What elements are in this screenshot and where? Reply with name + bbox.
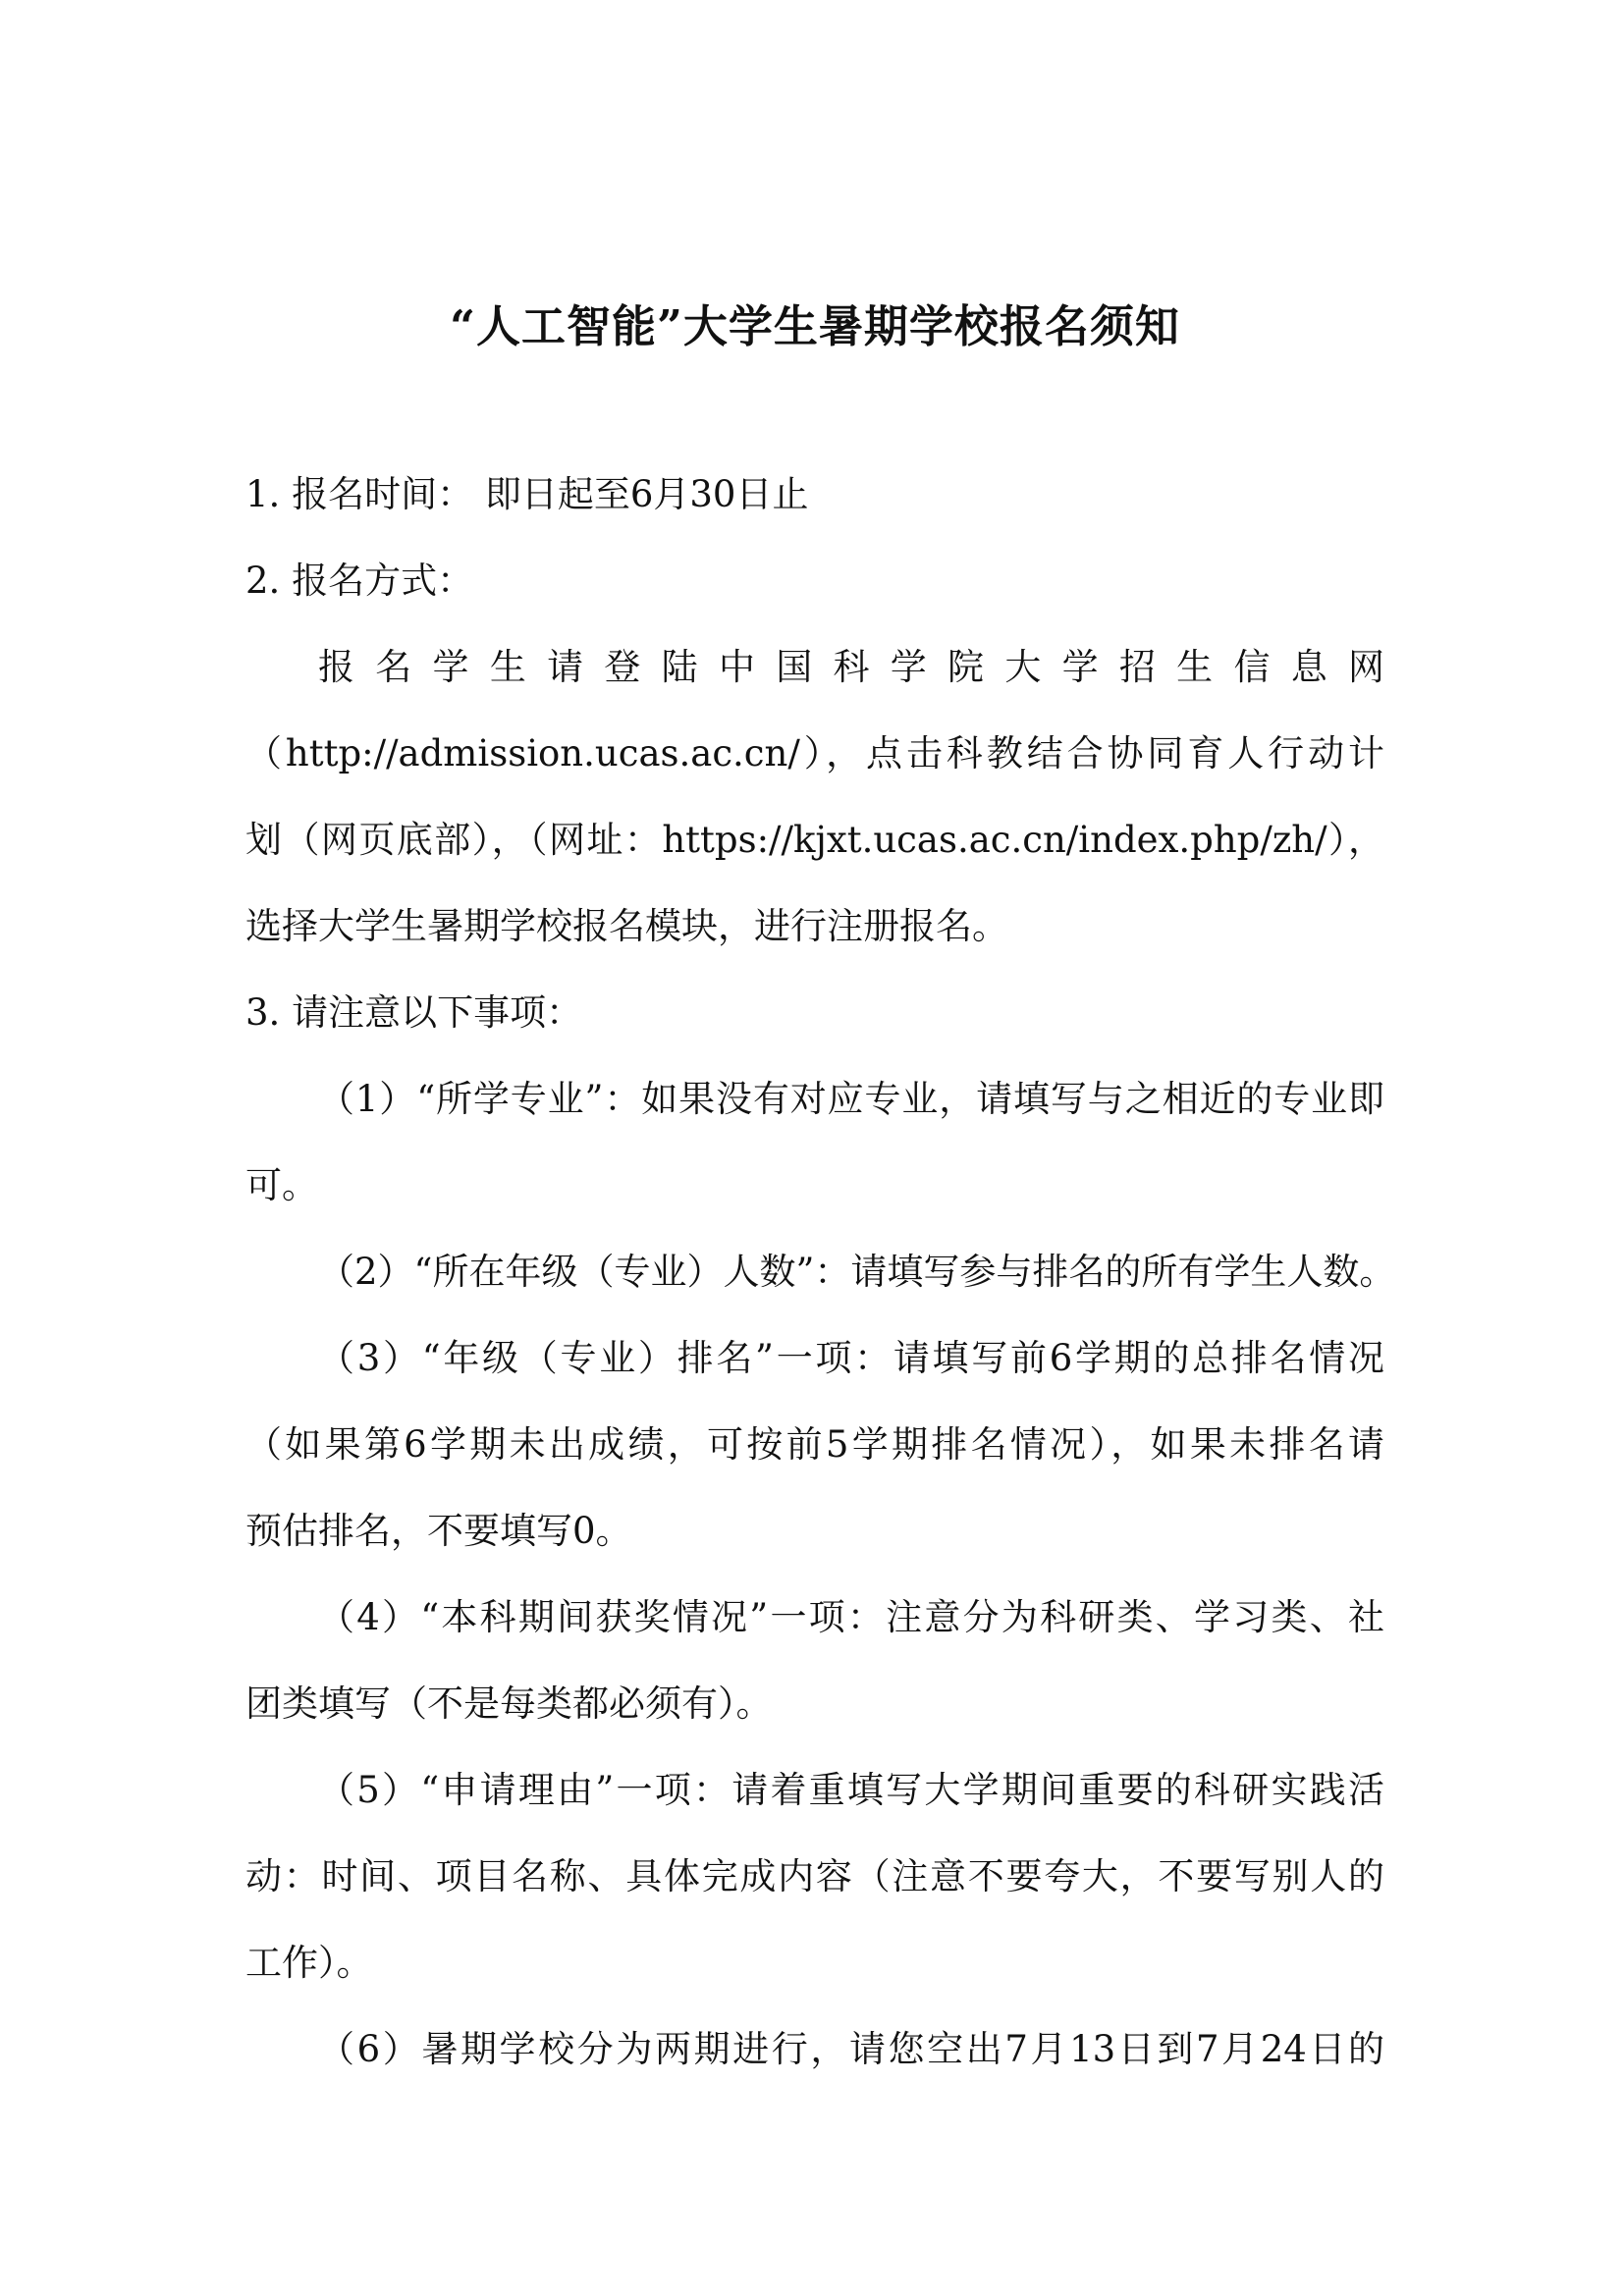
note-4-line-1: （4）“本科期间获奖情况”一项：注意分为科研类、学习类、社	[318, 1596, 1384, 1638]
registration-method-text-line-2: （http://admission.ucas.ac.cn/），点击科教结合协同育人行动计	[245, 732, 1384, 774]
notes-heading: 3. 请注意以下事项：	[245, 991, 583, 1034]
registration-time-line: 1. 报名时间： 即日起至6月30日止	[245, 473, 809, 515]
document-title: “人工智能”大学生暑期学校报名须知	[450, 300, 1180, 352]
note-1-line-2: 可。	[245, 1164, 318, 1206]
registration-method-text-line-1: 报名学生请登陆中国科学院大学招生信息网	[318, 646, 1384, 688]
registration-method-text-line-4: 选择大学生暑期学校报名模块，进行注册报名。	[245, 905, 1008, 947]
note-1-line-1: （1）“所学专业”：如果没有对应专业，请填写与之相近的专业即	[318, 1078, 1384, 1120]
registration-method-text-line-3: 划（网页底部），（网址：https://kjxt.ucas.ac.cn/index.php/zh/），	[245, 819, 1384, 861]
note-2-line-1: （2）“所在年级（专业）人数”：请填写参与排名的所有学生人数。	[318, 1251, 1396, 1293]
note-5-line-1: （5）“申请理由”一项：请着重填写大学期间重要的科研实践活	[318, 1769, 1384, 1811]
note-6-line-1: （6）暑期学校分为两期进行，请您空出7月13日到7月24日的	[318, 2028, 1384, 2070]
note-5-line-3: 工作）。	[245, 1942, 373, 1984]
document-body	[245, 465, 1396, 2107]
note-4-line-2: 团类填写（不是每类都必须有）。	[245, 1682, 773, 1725]
note-3-line-2: （如果第6学期未出成绩，可按前5学期排名情况），如果未排名请	[245, 1423, 1384, 1466]
registration-method-heading: 2. 报名方式：	[245, 560, 474, 602]
note-3-line-1: （3）“年级（专业）排名”一项：请填写前6学期的总排名情况	[318, 1337, 1384, 1379]
note-5-line-2: 动：时间、项目名称、具体完成内容（注意不要夸大，不要写别人的	[245, 1855, 1384, 1897]
note-3-line-3: 预估排名，不要填写0。	[245, 1510, 632, 1552]
